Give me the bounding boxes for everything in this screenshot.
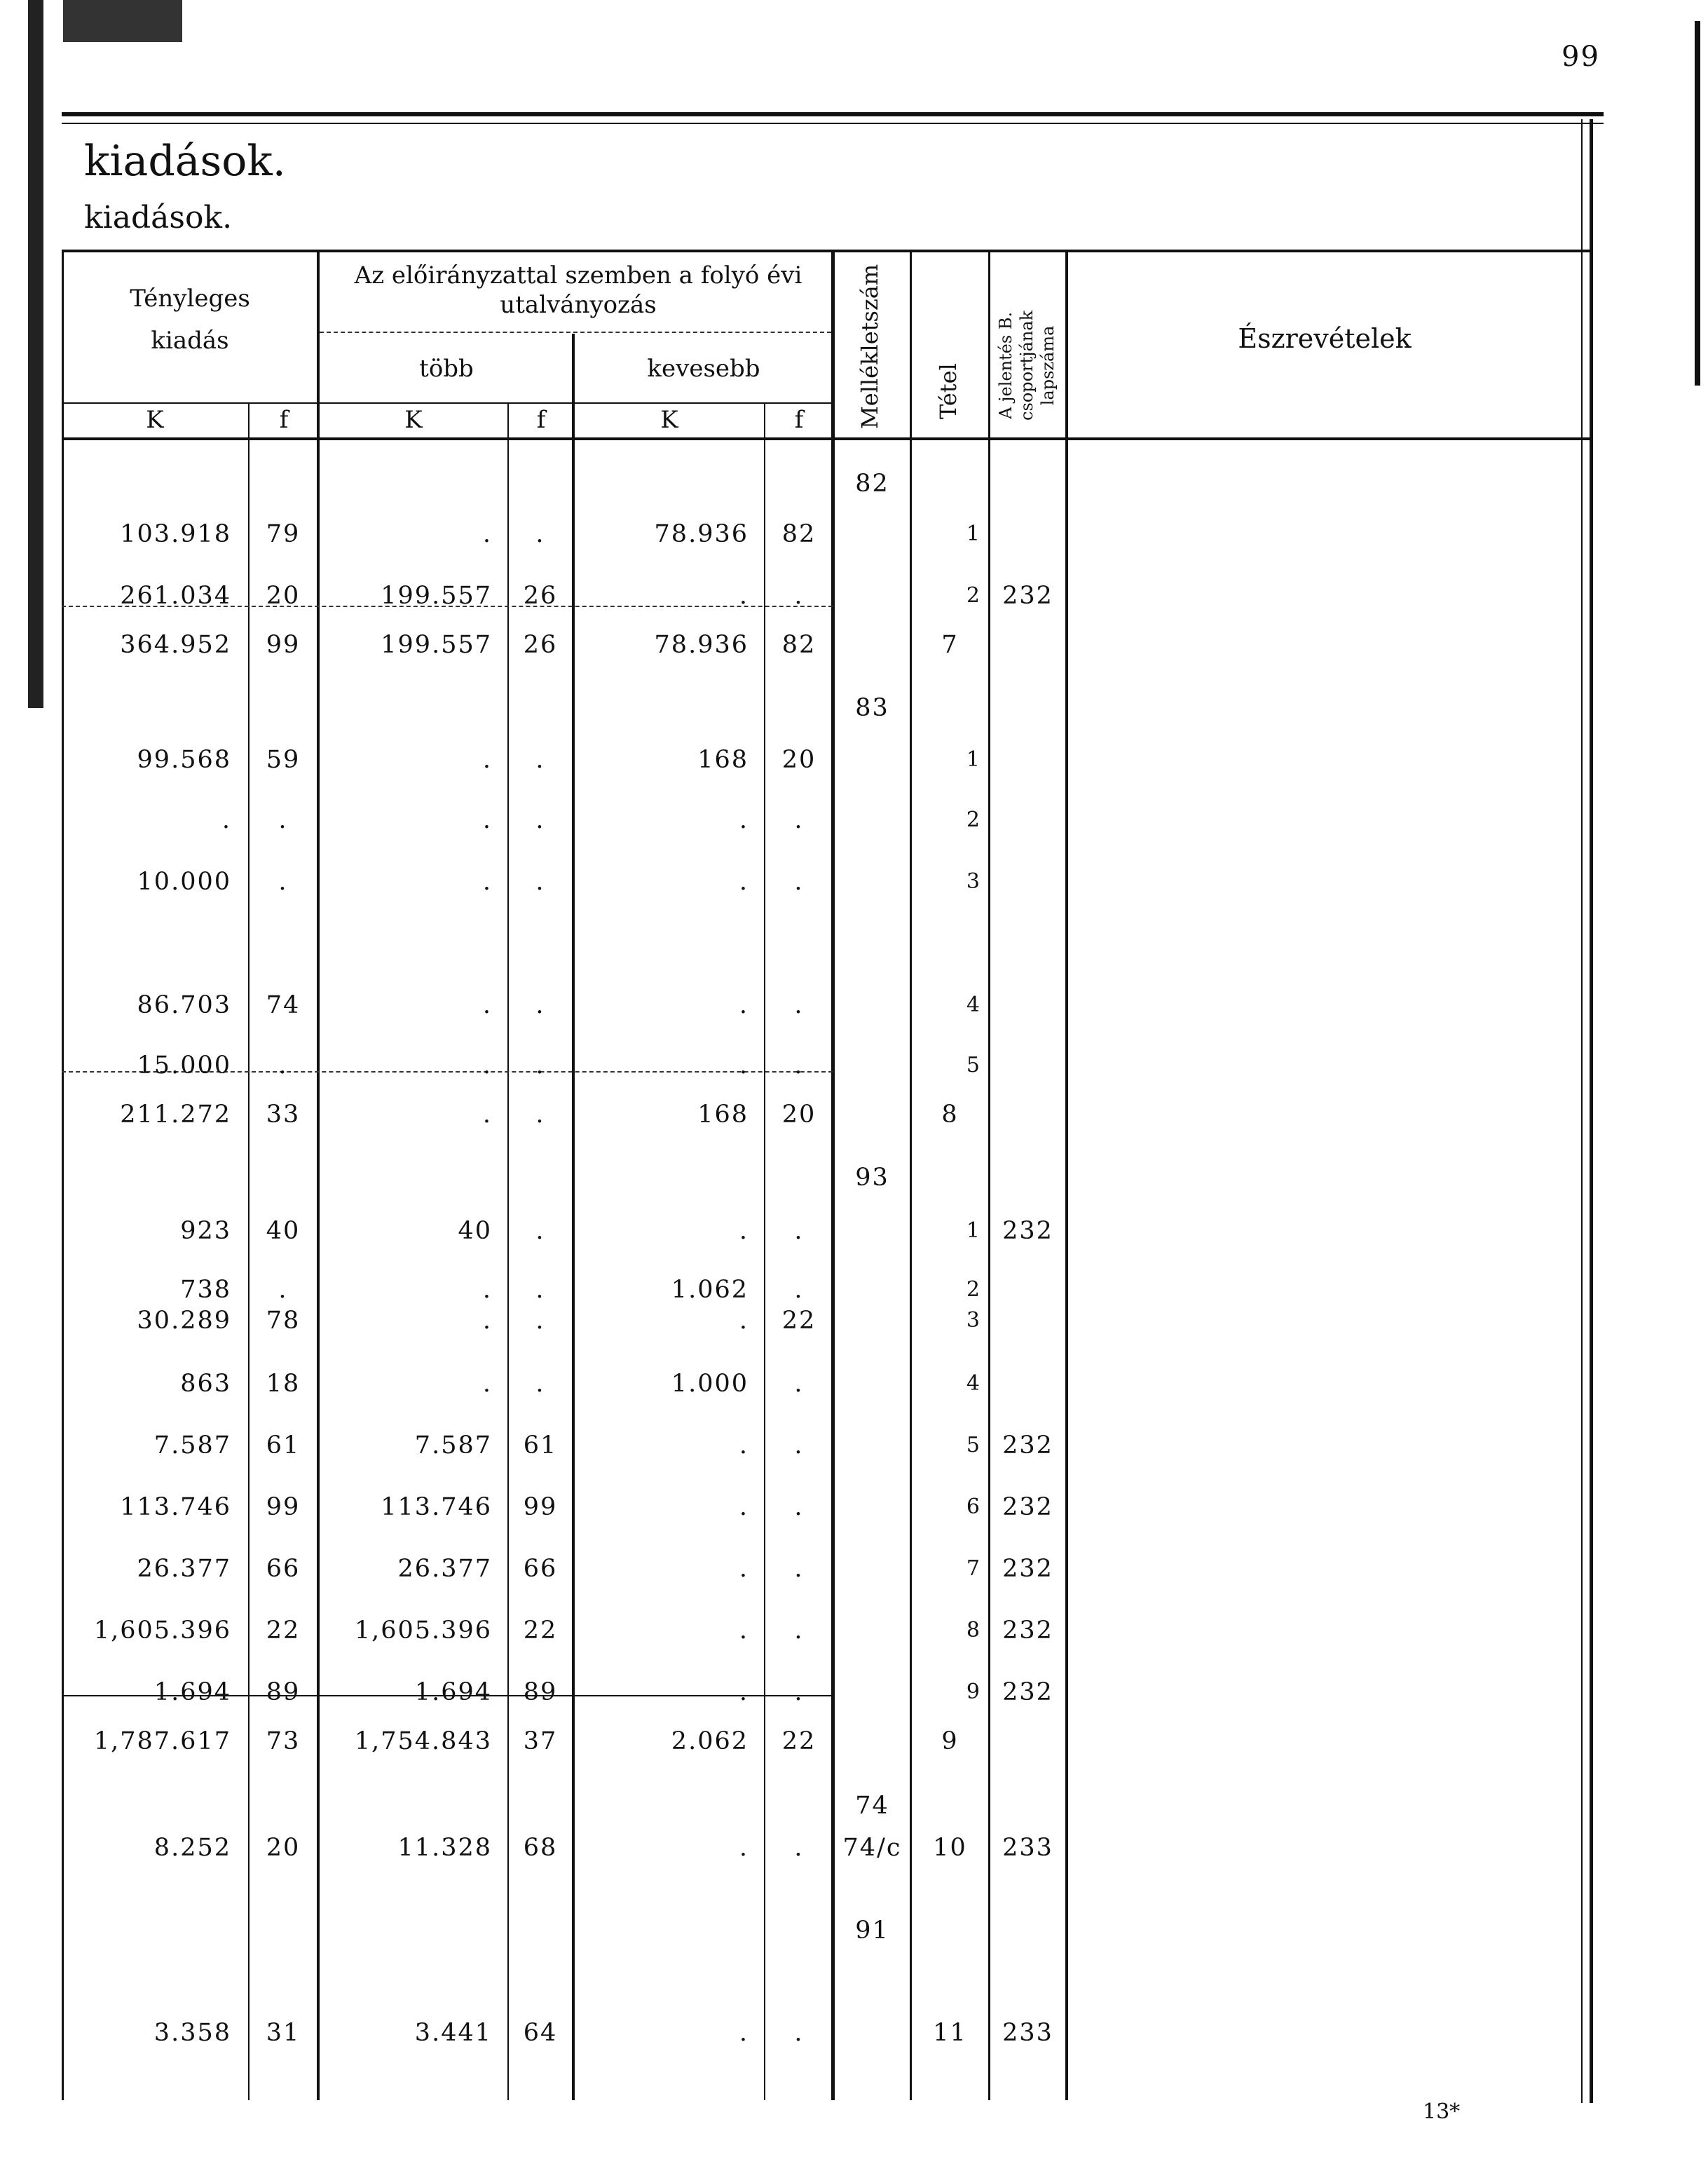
- cell-k2: 1,754.843: [354, 1727, 492, 1755]
- cell-k3: 1.062: [671, 1276, 749, 1304]
- cell-k1: 26.377: [137, 1555, 231, 1583]
- cell-f3: .: [794, 1431, 804, 1459]
- cell-f2: 37: [523, 1727, 558, 1755]
- header-item: Tétel: [935, 363, 962, 419]
- header-bottom-rule: [62, 437, 1590, 440]
- header-actual-line2: kiadás: [151, 327, 229, 355]
- cell-f2: 68: [523, 1834, 558, 1862]
- cell-f2: 22: [523, 1617, 558, 1645]
- cell-f1: 99: [266, 1493, 301, 1521]
- header-f-1: f: [279, 406, 289, 434]
- cell-f3: .: [794, 806, 804, 834]
- cell-k1: 8.252: [153, 1834, 231, 1862]
- top-rule-thin: [62, 123, 1604, 124]
- header-k-3: K: [660, 406, 678, 434]
- cell-k1: 863: [180, 1370, 231, 1398]
- cell-tetel: 8: [966, 1618, 981, 1642]
- cell-f2: 26: [523, 582, 558, 610]
- cell-k3: 2.062: [671, 1727, 749, 1755]
- footnote-signature: 13*: [1423, 2099, 1461, 2124]
- header-units-rule: [62, 402, 833, 404]
- cell-k1: 1,605.396: [93, 1617, 231, 1645]
- cell-k3: 78.936: [654, 631, 749, 659]
- header-more: több: [419, 355, 474, 383]
- cell-melleklet: 74/c: [842, 1834, 902, 1862]
- cell-k1: 7.587: [153, 1431, 231, 1459]
- cell-k3: 1.000: [671, 1370, 749, 1398]
- cell-f2: .: [535, 1101, 545, 1129]
- cell-k3: .: [739, 2019, 749, 2047]
- cell-k2: 199.557: [381, 582, 492, 610]
- cell-melleklet: 82: [855, 470, 889, 498]
- cell-f2: .: [535, 746, 545, 774]
- cell-k3: 168: [697, 1101, 749, 1129]
- cell-f3: .: [794, 1052, 804, 1080]
- header-attachment: Mellékletszám: [856, 264, 883, 429]
- header-sub-rule: [320, 332, 831, 333]
- cell-f3: .: [794, 1370, 804, 1398]
- cell-f1: 20: [266, 582, 301, 610]
- cell-f3: .: [794, 1493, 804, 1521]
- header-report-page-line2: csoportjának: [1017, 310, 1037, 421]
- cell-f1: 59: [266, 746, 301, 774]
- cell-k1: 99.568: [137, 746, 231, 774]
- cell-f1: 18: [266, 1370, 301, 1398]
- cell-melleklet: 83: [855, 694, 889, 722]
- cell-tetel: 1: [966, 522, 981, 546]
- col-line: [1065, 250, 1068, 2100]
- cell-tetel: 3: [966, 869, 981, 894]
- header-actual-line1: Tényleges: [130, 285, 250, 313]
- cell-tetel: 5: [966, 1053, 981, 1077]
- cell-k2: 7.587: [414, 1431, 492, 1459]
- cell-f1: 73: [266, 1727, 301, 1755]
- cell-f1: 20: [266, 1834, 301, 1862]
- header-f-3: f: [794, 406, 804, 434]
- cell-k3: 78.936: [654, 520, 749, 548]
- cell-melleklet: 74: [855, 1792, 889, 1820]
- cell-k3: .: [739, 1834, 749, 1862]
- cell-k2: 11.328: [397, 1834, 492, 1862]
- page-title: kiadások.: [84, 137, 286, 186]
- cell-f2: .: [535, 868, 545, 896]
- cell-k3: .: [739, 1555, 749, 1583]
- cell-f3: 20: [781, 1101, 817, 1129]
- cell-f2: .: [535, 1307, 545, 1335]
- cell-f1: 66: [266, 1555, 301, 1583]
- cell-f3: .: [794, 1217, 804, 1245]
- cell-k3: .: [739, 806, 749, 834]
- cell-f3: 22: [781, 1307, 817, 1335]
- cell-total: 9: [941, 1727, 959, 1755]
- cell-k2: 26.377: [397, 1555, 492, 1583]
- cell-f2: .: [535, 1370, 545, 1398]
- cell-f2: 99: [523, 1493, 558, 1521]
- cell-k1: 261.034: [120, 582, 231, 610]
- cell-k2: .: [482, 1370, 492, 1398]
- cell-tetel: 6: [966, 1495, 981, 1519]
- cell-tetel: 5: [966, 1433, 981, 1457]
- header-comparison: Az előirányzattal szemben a folyó évi utalványozás: [354, 261, 802, 319]
- cell-k2: 1,605.396: [354, 1617, 492, 1645]
- cell-k3: .: [739, 868, 749, 896]
- cell-f3: 82: [781, 631, 817, 659]
- cell-k2: 40: [458, 1217, 492, 1245]
- cell-lap: 232: [1002, 1555, 1053, 1583]
- cell-f3: .: [794, 1555, 804, 1583]
- cell-lap: 232: [1002, 1493, 1053, 1521]
- page-number: 99: [1562, 41, 1600, 73]
- cell-total: 8: [941, 1101, 959, 1129]
- cell-k3: .: [739, 1617, 749, 1645]
- cell-k2: .: [482, 806, 492, 834]
- header-k-2: K: [404, 406, 423, 434]
- cell-f1: 99: [266, 631, 301, 659]
- cell-k1: 10.000: [137, 868, 231, 896]
- cell-total: 7: [941, 631, 959, 659]
- cell-k1: 1.694: [153, 1678, 231, 1706]
- right-frame: [1590, 119, 1593, 2103]
- cell-f1: 22: [266, 1617, 301, 1645]
- cell-f2: .: [535, 991, 545, 1019]
- cell-f1: .: [278, 868, 288, 896]
- cell-tetel: 2: [966, 808, 981, 832]
- cell-tetel: 4: [966, 993, 981, 1017]
- right-frame-inner: [1581, 119, 1583, 2103]
- cell-k2: 113.746: [381, 1493, 492, 1521]
- cell-f2: 64: [523, 2019, 558, 2047]
- cell-k1: 211.272: [120, 1101, 231, 1129]
- cell-lap: 232: [1002, 1431, 1053, 1459]
- cell-k3: .: [739, 1431, 749, 1459]
- cell-melleklet: 93: [855, 1164, 889, 1192]
- cell-f1: 89: [266, 1678, 301, 1706]
- cell-k1: 923: [180, 1217, 231, 1245]
- cell-k2: .: [482, 991, 492, 1019]
- cell-k2: 3.441: [414, 2019, 492, 2047]
- cell-f1: 78: [266, 1307, 301, 1335]
- header-k-1: K: [146, 406, 164, 434]
- cell-f1: 33: [266, 1101, 301, 1129]
- cell-tetel: 4: [966, 1371, 981, 1396]
- cell-k2: 199.557: [381, 631, 492, 659]
- cell-tetel: 3: [966, 1308, 981, 1333]
- cell-f2: .: [535, 1052, 545, 1080]
- cell-k1: 738: [180, 1276, 231, 1304]
- cell-k3: 168: [697, 746, 749, 774]
- cell-f2: .: [535, 1276, 545, 1304]
- header-report-page-line3: lapszáma: [1038, 325, 1058, 406]
- cell-lap: 232: [1002, 1617, 1053, 1645]
- cell-lap: 233: [1002, 1834, 1053, 1862]
- cell-f2: .: [535, 520, 545, 548]
- header-less: kevesebb: [647, 355, 760, 383]
- cell-k3: .: [739, 582, 749, 610]
- cell-f2: 66: [523, 1555, 558, 1583]
- cell-tetel: 1: [966, 1218, 981, 1243]
- cell-k1: 113.746: [120, 1493, 231, 1521]
- col-line: [910, 250, 912, 2100]
- cell-k3: .: [739, 1217, 749, 1245]
- cell-f3: 22: [781, 1727, 817, 1755]
- cell-lap: 232: [1002, 1678, 1053, 1706]
- cell-k2: .: [482, 1276, 492, 1304]
- cell-k2: .: [482, 746, 492, 774]
- scan-edge-mark: [63, 0, 182, 42]
- cell-k3: .: [739, 1678, 749, 1706]
- cell-f3: .: [794, 582, 804, 610]
- header-top-rule: [62, 250, 1590, 252]
- cell-f3: .: [794, 991, 804, 1019]
- cell-k2: .: [482, 1101, 492, 1129]
- header-remarks: Észrevételek: [1238, 323, 1412, 354]
- scan-edge-mark: [28, 0, 43, 708]
- cell-f3: .: [794, 1678, 804, 1706]
- cell-tetel: 9: [966, 1680, 981, 1704]
- cell-f1: .: [278, 1052, 288, 1080]
- cell-f2: .: [535, 1217, 545, 1245]
- cell-f1: 74: [266, 991, 301, 1019]
- cell-f3: 20: [781, 746, 817, 774]
- cell-lap: 232: [1002, 582, 1053, 610]
- cell-f1: 79: [266, 520, 301, 548]
- header-f-2: f: [536, 406, 546, 434]
- cell-f2: 61: [523, 1431, 558, 1459]
- cell-f3: .: [794, 1834, 804, 1862]
- cell-melleklet: 91: [855, 1917, 889, 1945]
- cell-tetel: 2: [966, 1277, 981, 1302]
- cell-total: 10: [933, 1834, 967, 1862]
- cell-k1: 3.358: [153, 2019, 231, 2047]
- cell-lap: 233: [1002, 2019, 1053, 2047]
- cell-k2: .: [482, 868, 492, 896]
- cell-k3: .: [739, 1493, 749, 1521]
- cell-lap: 232: [1002, 1217, 1053, 1245]
- cell-k1: 86.703: [137, 991, 231, 1019]
- cell-f1: .: [278, 806, 288, 834]
- top-rule: [62, 112, 1604, 116]
- cell-tetel: 7: [966, 1556, 981, 1581]
- cell-tetel: 1: [966, 747, 981, 772]
- cell-f1: 40: [266, 1217, 301, 1245]
- cell-k3: .: [739, 1307, 749, 1335]
- cell-f3: .: [794, 868, 804, 896]
- cell-f3: .: [794, 2019, 804, 2047]
- cell-tetel: 2: [966, 583, 981, 608]
- col-line: [988, 250, 990, 2100]
- cell-k2: .: [482, 1052, 492, 1080]
- cell-f3: 82: [781, 520, 817, 548]
- cell-k1: 15.000: [137, 1052, 231, 1080]
- cell-f2: .: [535, 806, 545, 834]
- header-report-page-line1: A jelentés B.: [996, 311, 1016, 419]
- cell-f2: 26: [523, 631, 558, 659]
- cell-k2: .: [482, 1307, 492, 1335]
- cell-k2: .: [482, 520, 492, 548]
- cell-k3: .: [739, 1052, 749, 1080]
- cell-k3: .: [739, 991, 749, 1019]
- scan-edge-mark: [1695, 21, 1700, 386]
- page-subtitle: kiadások.: [84, 200, 233, 236]
- cell-k1: .: [221, 806, 231, 834]
- cell-f2: 89: [523, 1678, 558, 1706]
- cell-k2: 1.694: [414, 1678, 492, 1706]
- cell-f3: .: [794, 1276, 804, 1304]
- cell-total: 11: [933, 2019, 967, 2047]
- header-report-page: [995, 311, 1058, 421]
- cell-k1: 30.289: [137, 1307, 231, 1335]
- cell-f3: .: [794, 1617, 804, 1645]
- cell-f1: 61: [266, 1431, 301, 1459]
- cell-k1: 103.918: [120, 520, 231, 548]
- cell-k1: 1,787.617: [93, 1727, 231, 1755]
- cell-f1: .: [278, 1276, 288, 1304]
- cell-k1: 364.952: [120, 631, 231, 659]
- cell-f1: 31: [266, 2019, 301, 2047]
